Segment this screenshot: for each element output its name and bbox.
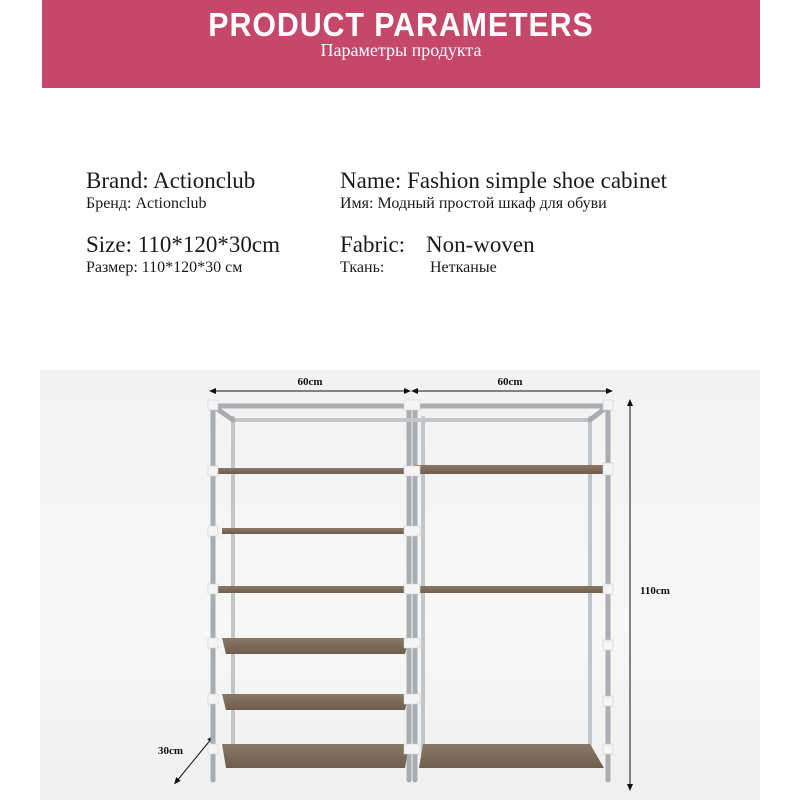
left-shelves — [213, 468, 409, 768]
right-shelf-3 — [419, 744, 604, 768]
fabric-ru-label: Ткань: — [340, 259, 385, 276]
depth-dimension — [158, 738, 212, 782]
size-ru-label: Размер: — [86, 259, 138, 276]
banner-subtitle: Параметры продукта — [320, 40, 482, 60]
left-shelf-1 — [213, 468, 409, 474]
left-shelf-3 — [213, 586, 409, 593]
height-label: 110cm — [640, 585, 670, 597]
brand-value: Actionclub — [153, 168, 256, 193]
left-width-label: 60cm — [297, 376, 323, 388]
left-shelf-6 — [222, 744, 409, 768]
name-ru-label: Имя: — [340, 195, 374, 212]
right-shelf-1 — [415, 465, 606, 474]
right-width-dimension — [414, 376, 610, 391]
fabric-value: Non-woven — [426, 232, 535, 257]
name-label: Name: — [340, 168, 402, 193]
brand-ru-label: Бренд: — [86, 195, 132, 212]
height-dimension — [630, 402, 670, 788]
left-shelf-5 — [222, 694, 409, 710]
left-shelf-4 — [222, 638, 409, 654]
right-width-label: 60cm — [497, 376, 523, 388]
name-value: Fashion simple shoe cabinet — [407, 168, 668, 193]
left-width-dimension — [212, 376, 408, 391]
right-shelf-2 — [415, 586, 606, 593]
fabric-ru-value: Нетканые — [430, 259, 497, 276]
banner-title: PRODUCT PARAMETERS — [208, 6, 594, 43]
size-ru-value: 110*120*30 см — [141, 259, 243, 276]
fabric-label: Fabric: — [340, 232, 406, 257]
brand-label: Brand: — [86, 168, 149, 193]
brand-ru-value: Actionclub — [135, 195, 207, 212]
size-value: 110*120*30cm — [137, 232, 280, 257]
name-ru-value: Модный простой шкаф для обуви — [377, 195, 607, 212]
left-shelf-2 — [222, 528, 409, 534]
right-shelves — [415, 465, 606, 768]
size-label: Size: — [86, 232, 132, 257]
depth-label: 30cm — [158, 745, 184, 757]
